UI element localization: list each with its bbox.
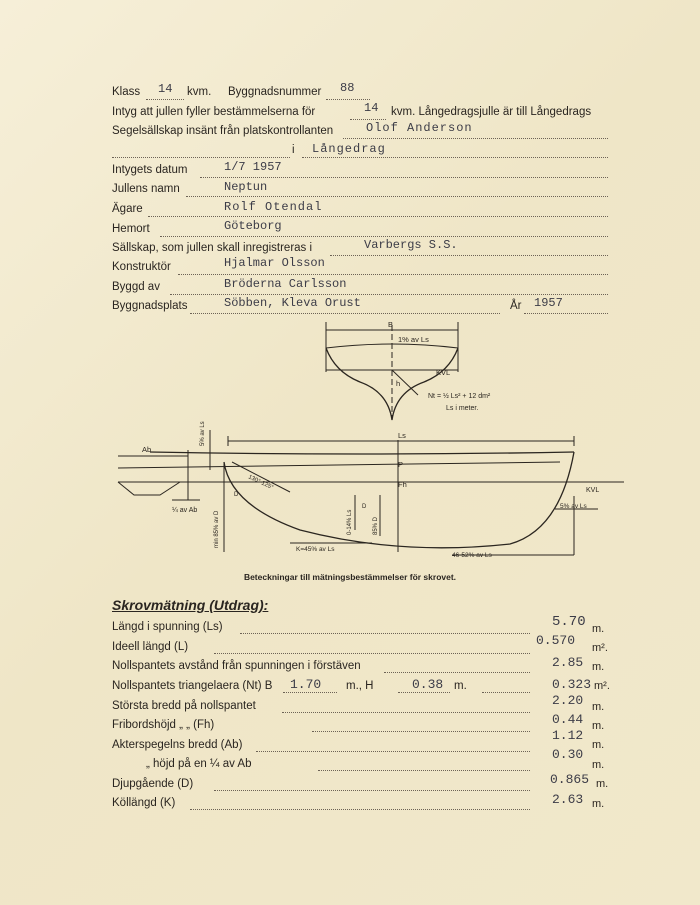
measurement-unit: m. bbox=[592, 661, 605, 673]
b-unit: m., H bbox=[346, 680, 374, 692]
measurement-value: 2.20 bbox=[552, 693, 584, 708]
label-quarter-ab: ¼ av Ab bbox=[172, 507, 198, 514]
field-label: Byggd av bbox=[112, 281, 160, 293]
platskontrollant-value: Olof Anderson bbox=[366, 121, 473, 135]
label-h: h bbox=[396, 379, 401, 388]
field-value: Bröderna Carlsson bbox=[224, 277, 347, 291]
measurement-label: Nollspantets avstånd från spunningen i förstäven bbox=[112, 660, 361, 672]
measurement-dots bbox=[482, 692, 530, 693]
measurement-label: Köllängd (K) bbox=[112, 797, 176, 809]
measurement-label: Nollspantets triangelaera (Nt) B bbox=[112, 680, 273, 692]
field-value: Rolf Otendal bbox=[224, 200, 323, 214]
measurement-dots bbox=[240, 633, 530, 634]
deck-guide bbox=[118, 462, 560, 468]
field-value: Varbergs S.S. bbox=[364, 238, 458, 252]
measurement-value: 0.865 bbox=[550, 772, 590, 787]
b-value: 1.70 bbox=[290, 677, 322, 692]
measurement-value: 0.30 bbox=[552, 747, 584, 762]
ar-value: 1957 bbox=[534, 296, 563, 310]
measurement-label: Längd i spunning (Ls) bbox=[112, 621, 223, 633]
field-label: Sällskap, som jullen skall inregistreras i bbox=[112, 242, 313, 254]
label-b: B bbox=[388, 320, 394, 329]
measurement-value: 1.12 bbox=[552, 728, 584, 743]
measurement-label: Ideell längd (L) bbox=[112, 641, 189, 653]
label-angle: 130°-125° bbox=[247, 474, 275, 492]
measurement-label: Största bredd på nollspantet bbox=[112, 700, 256, 712]
measurement-dots bbox=[214, 653, 530, 654]
intyg-text-2: kvm. Långedragsjulle är till Långedrags bbox=[391, 106, 592, 118]
measurement-unit: m. bbox=[592, 759, 605, 771]
label-dd: D bbox=[362, 504, 367, 510]
label-k-45: K=45% av Ls bbox=[296, 546, 335, 553]
measurement-heading: Skrovmätning (Utdrag): bbox=[112, 597, 269, 613]
label-pct-46-52: 46-52% av Ls bbox=[452, 552, 492, 559]
h-value: 0.38 bbox=[412, 677, 444, 692]
klass-value: 14 bbox=[158, 82, 173, 96]
measurement-dots bbox=[312, 731, 530, 732]
measurement-unit: m. bbox=[592, 798, 605, 810]
byggnadsnummer-value: 88 bbox=[340, 81, 355, 95]
klass-label: Klass bbox=[112, 86, 141, 98]
intyg-value: 14 bbox=[364, 101, 379, 115]
label-pct-ls: 1% av Ls bbox=[398, 335, 429, 344]
label-kvl-right: KVL bbox=[586, 487, 600, 494]
measurement-unit: m. bbox=[592, 623, 605, 635]
kvm-label: kvm. bbox=[187, 86, 212, 98]
field-label: Hemort bbox=[112, 223, 150, 235]
measurement-label: Fribordshöjd „ „ (Fh) bbox=[112, 719, 215, 731]
segel-text: Segelsällskap insänt från platskontrollanten bbox=[112, 125, 334, 137]
label-d14: 0-14% Ls bbox=[347, 509, 353, 535]
label-ab: Ab bbox=[142, 445, 152, 454]
measurement-label: „ höjd på en ¼ av Ab bbox=[146, 758, 252, 770]
field-value: Söbben, Kleva Orust bbox=[224, 296, 361, 310]
h-unit: m. bbox=[454, 680, 467, 692]
label-p: P bbox=[398, 460, 404, 469]
i-label: i bbox=[292, 144, 295, 156]
label-d: D bbox=[234, 492, 239, 498]
label-fh: Fh bbox=[398, 480, 407, 489]
measurement-dots bbox=[214, 790, 530, 791]
label-ls: Ls bbox=[398, 431, 406, 440]
label-kvl-top: KVL bbox=[436, 368, 451, 377]
h-dots bbox=[398, 692, 450, 693]
b-dots bbox=[283, 692, 337, 693]
field-label: Byggnadsplats bbox=[112, 300, 188, 312]
label-ls-meter: Ls i meter. bbox=[446, 405, 479, 412]
measurement-unit: m². bbox=[592, 642, 608, 654]
measurement-unit: m. bbox=[596, 778, 609, 790]
measurement-dots bbox=[190, 809, 530, 810]
field-value: Neptun bbox=[224, 180, 268, 194]
measurement-dots bbox=[384, 672, 530, 673]
measurement-value: 2.63 bbox=[552, 792, 584, 807]
measurement-unit: m. bbox=[592, 739, 605, 751]
field-label: Ägare bbox=[112, 203, 143, 215]
measurement-value: 0.44 bbox=[552, 712, 584, 727]
label-five-pct: 5% av Ls bbox=[200, 421, 206, 446]
measurement-unit: m. bbox=[592, 701, 605, 713]
transom-section bbox=[118, 482, 180, 495]
ar-label: År bbox=[510, 300, 522, 312]
byggnadsnummer-label: Byggnadsnummer bbox=[228, 86, 322, 98]
measurement-dots bbox=[282, 712, 530, 713]
measurement-value: 2.85 bbox=[552, 655, 584, 670]
intyg-text-1: Intyg att jullen fyller bestämmelserna för bbox=[112, 106, 316, 118]
field-value: Göteborg bbox=[224, 219, 282, 233]
measurement-label: Akterspegelns bredd (Ab) bbox=[112, 739, 243, 751]
measurement-dots bbox=[256, 751, 530, 752]
field-value: Hjalmar Olsson bbox=[224, 256, 325, 270]
label-d85: 85% D bbox=[373, 516, 379, 535]
sheer-line bbox=[150, 452, 574, 454]
label-five-pct-2: 5% av Ls bbox=[560, 503, 587, 510]
measurement-value: 5.70 bbox=[552, 614, 586, 630]
label-min-85: min 85% av D bbox=[214, 510, 220, 548]
ort-value: Långedrag bbox=[312, 142, 386, 156]
field-value: 1/7 1957 bbox=[224, 160, 282, 174]
label-formula: Nt = ½ Ls² + 12 dm² bbox=[428, 393, 491, 400]
field-label: Jullens namn bbox=[112, 183, 180, 195]
measurement-unit: m². bbox=[594, 680, 610, 692]
field-label: Intygets datum bbox=[112, 164, 188, 176]
measurement-label: Djupgående (D) bbox=[112, 778, 194, 790]
field-label: Konstruktör bbox=[112, 261, 171, 273]
measurement-value: 0.323 bbox=[552, 677, 592, 692]
measurement-dots bbox=[318, 770, 530, 771]
diagram-caption: Beteckningar till mätningsbestämmelser för skrovet. bbox=[243, 572, 457, 582]
measurement-unit: m. bbox=[592, 720, 605, 732]
measurement-value: 0.570 bbox=[536, 633, 576, 648]
